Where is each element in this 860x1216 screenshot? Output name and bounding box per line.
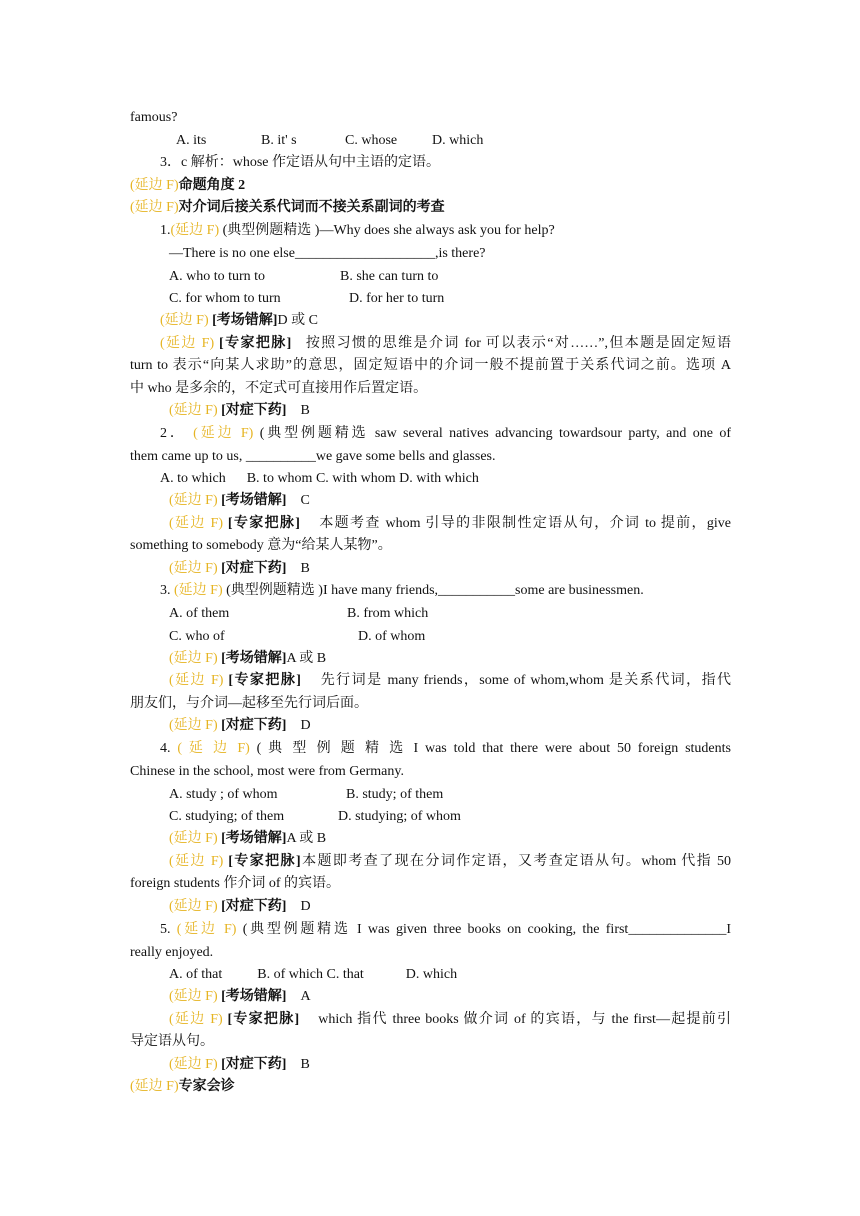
q3-options-cd: C. who of D. of whom xyxy=(169,629,426,644)
q1-cuojie: (延边 F) [考场错解]D 或 C xyxy=(160,313,318,328)
q5-stem: 5. (延边 F) (典型例题精选 I was given three books on cooking, the first______________I xyxy=(160,922,731,937)
q4-options-ab: A. study ; of whom B. study; of them xyxy=(169,787,444,802)
intro-line: famous? xyxy=(130,110,178,125)
q2-stem: 2． (延边 F) (典型例题精选 saw several natives advancing towardsour party, and one of xyxy=(160,426,731,441)
q5-options: A. of that B. of which C. that D. which xyxy=(169,967,458,982)
q4-xiayao: (延边 F) [对症下药] D xyxy=(169,899,311,914)
q1-bamai: (延边 F) [专家把脉] 按照习惯的思维是介词 for 可以表示“对……”,但本题是固定短语 xyxy=(160,336,731,351)
q3-bamai: (延边 F) [专家把脉] 先行词是 many friends，some of whom,whom 是关系代词，指代 xyxy=(169,673,731,688)
q3-bamai-l2: 朋友们，与介词—起移至先行词后面。 xyxy=(130,696,368,711)
q2-stem-cont: them came up to us, __________we gave some bells and glasses. xyxy=(130,449,496,464)
option-a: A. its xyxy=(176,133,207,148)
q2-options: A. to which B. to whom C. with whom D. with which xyxy=(160,471,479,486)
q1-bamai-l2: turn to 表示“向某人求助”的意思，固定短语中的介词一般不提前置于关系代词之前。选项 A xyxy=(130,358,731,373)
q4-stem: 4. ( 延 边 F) ( 典 型 例 题 精 选 I was told that there were about 50 foreign students xyxy=(160,741,731,756)
q5-xiayao: (延边 F) [对症下药] B xyxy=(169,1057,310,1072)
q3-options-ab: A. of them B. from which xyxy=(169,606,429,621)
q4-cuojie: (延边 F) [考场错解]A 或 B xyxy=(169,831,327,846)
source-tag: (延边 F) xyxy=(130,200,179,215)
q3-xiayao: (延边 F) [对症下药] D xyxy=(169,718,311,733)
q1-bamai-l3: 中 who 是多余的，不定式可直接用作后置定语。 xyxy=(130,381,428,396)
option-d: D. which xyxy=(432,133,484,148)
q4-bamai-l2: foreign students 作介词 of 的宾语。 xyxy=(130,876,340,891)
q5-cuojie: (延边 F) [考场错解] A xyxy=(169,989,311,1004)
q2-cuojie: (延边 F) [考场错解] C xyxy=(169,493,310,508)
intro-answer: 3．c 解析：whose 作定语从句中主语的定语。 xyxy=(160,155,440,170)
closing-heading: (延边 F)专家会诊 xyxy=(130,1079,235,1094)
q4-options-cd: C. studying; of them D. studying; of whom xyxy=(169,809,461,824)
q1-stem: 1.(延边 F) (典型例题精选 )—Why does she always ask you for help? xyxy=(160,223,555,238)
q5-stem-cont: really enjoyed. xyxy=(130,945,214,960)
section-heading: (延边 F)命题角度 2 xyxy=(130,178,246,193)
q2-bamai: (延边 F) [专家把脉] 本题考查 whom 引导的非限制性定语从句，介词 to 提前，give xyxy=(169,516,731,531)
q3-stem: 3. (延边 F) (典型例题精选 )I have many friends,___________some are businessmen. xyxy=(160,583,644,598)
q5-bamai: (延边 F) [专家把脉] which 指代 three books 做介词 of 的宾语，与 the first—起提前引 xyxy=(169,1012,731,1027)
q2-bamai-l2: something to somebody 意为“给某人某物”。 xyxy=(130,538,392,553)
q1-options-cd: C. for whom to turn D. for her to turn xyxy=(169,291,445,306)
q1-stem-cont: —There is no one else____________________,is there? xyxy=(169,246,486,261)
q1-xiayao: (延边 F) [对症下药] B xyxy=(169,403,310,418)
option-b: B. it' s xyxy=(261,133,297,148)
q1-options-ab: A. who to turn to B. she can turn to xyxy=(169,269,439,284)
q4-bamai: (延边 F) [专家把脉]本题即考查了现在分词作定语，又考查定语从句。whom 代指 50 xyxy=(169,854,731,869)
q3-cuojie: (延边 F) [考场错解]A 或 B xyxy=(169,651,327,666)
option-c: C. whose xyxy=(345,133,398,148)
section-topic: (延边 F)对介词后接关系代词而不接关系副词的考查 xyxy=(130,200,445,215)
q2-xiayao: (延边 F) [对症下药] B xyxy=(169,561,310,576)
q4-stem-cont: Chinese in the school, most were from Germany. xyxy=(130,764,404,779)
q5-bamai-l2: 导定语从句。 xyxy=(130,1034,214,1049)
source-tag: (延边 F) xyxy=(130,178,179,193)
intro-options xyxy=(176,131,483,151)
